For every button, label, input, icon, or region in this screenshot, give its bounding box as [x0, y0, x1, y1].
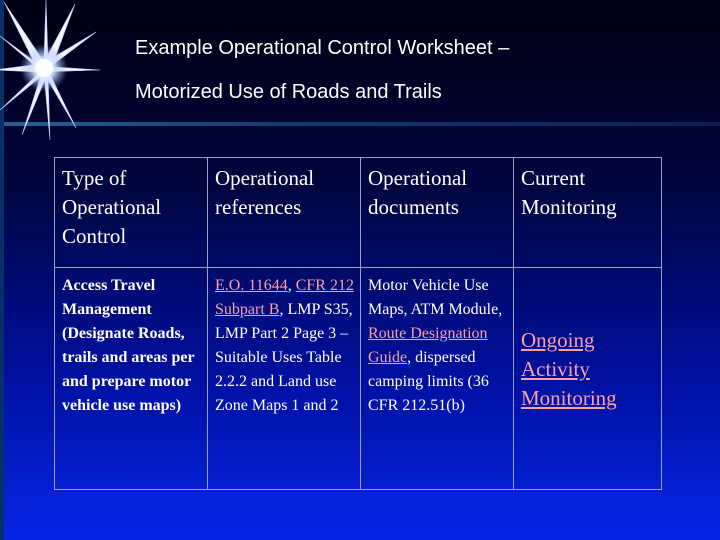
ref-separator: ,	[287, 277, 296, 294]
monitoring-link[interactable]: Ongoing Activity Monitoring	[521, 328, 617, 410]
table-row	[55, 268, 662, 490]
route-designation-guide-link[interactable]: Route Designation Guide	[368, 325, 488, 366]
title-divider	[4, 122, 720, 126]
eo-11644-link[interactable]: E.O. 11644	[215, 277, 288, 294]
worksheet-table	[54, 157, 662, 490]
cell-documents	[361, 268, 514, 490]
cell-monitoring	[514, 268, 662, 490]
header-monitoring: Current Monitoring	[514, 158, 662, 268]
cfr-212-link[interactable]: CFR 212 Subpart B	[215, 277, 354, 318]
ref-rest-text: , LMP S35, LMP Part 2 Page 3 – Suitable Uses Table 2.2.2 and Land use Zone Maps 1 and 2	[215, 301, 353, 414]
header-type: Type of Operational Control	[55, 158, 208, 268]
slide-title-line1: Example Operational Control Worksheet –	[135, 37, 510, 59]
doc-text-1: Motor Vehicle Use Maps, ATM Module,	[368, 277, 503, 318]
cell-references	[208, 268, 361, 490]
slide-title-line2: Motorized Use of Roads and Trails	[135, 81, 442, 103]
header-references: Operational references	[208, 158, 361, 268]
table-header-row	[55, 158, 662, 268]
cell-control-type: Access Travel Management (Designate Roads, trails and areas per and prepare motor vehicle use maps)	[55, 268, 208, 490]
header-documents: Operational documents	[361, 158, 514, 268]
doc-text-2: , dispersed camping limits (36 CFR 212.51(b)	[368, 349, 489, 414]
starburst-icon	[0, 0, 110, 140]
